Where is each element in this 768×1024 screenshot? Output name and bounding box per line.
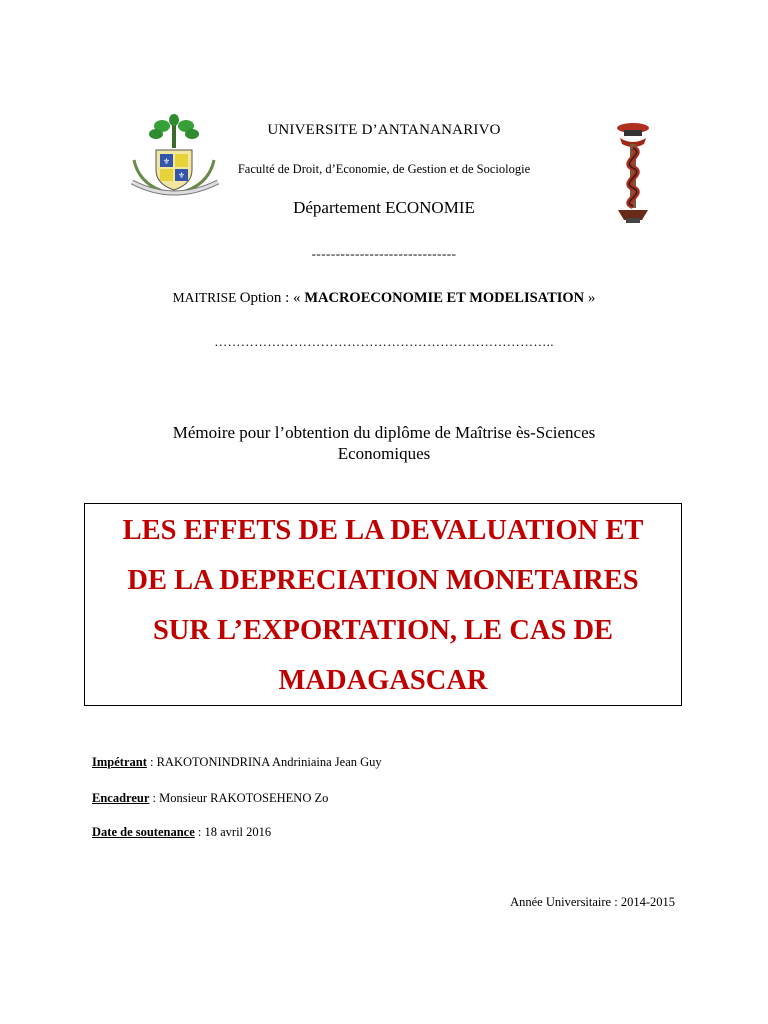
svg-text:⚜: ⚜ xyxy=(162,157,171,166)
thesis-title-line-4: MADAGASCAR xyxy=(278,665,488,696)
memoire-line-1: Mémoire pour l’obtention du diplôme de Maîtrise ès-Sciences xyxy=(172,423,596,442)
thesis-title-box xyxy=(84,503,682,706)
impetrant-label: Impétrant xyxy=(92,755,147,769)
thesis-title-line-1: LES EFFETS DE LA DEVALUATION ET xyxy=(122,515,644,546)
memoire-statement xyxy=(0,422,768,464)
date-label: Date de soutenance xyxy=(92,825,195,839)
svg-text:⚜: ⚜ xyxy=(177,171,186,180)
thesis-title-line-3: SUR L’EXPORTATION, LE CAS DE xyxy=(152,615,614,646)
dotted-separator: ………………………………………………………………….. xyxy=(214,334,554,349)
memoire-line-2: Economiques xyxy=(337,444,431,463)
option-word: Option : « xyxy=(239,290,305,306)
option-prefix: MAITRISE xyxy=(172,290,240,305)
faculty-name: Faculté de Droit, d’Economie, de Gestion et de Sociologie xyxy=(237,162,531,176)
option-name: MACROECONOMIE ET MODELISATION xyxy=(304,290,585,306)
thesis-title xyxy=(85,506,681,706)
university-name: UNIVERSITE D’ANTANANARIVO xyxy=(267,122,501,138)
date-value: : 18 avril 2016 xyxy=(194,825,272,839)
academic-year: Année Universitaire : 2014-2015 xyxy=(510,895,675,909)
department-name: Département ECONOMIE xyxy=(293,198,475,217)
encadreur-label: Encadreur xyxy=(92,791,150,805)
encadreur-value: : Monsieur RAKOTOSEHENO Zo xyxy=(149,791,329,805)
option-suffix: » xyxy=(584,290,596,306)
separator-line: ------------------------------ xyxy=(311,246,457,261)
impetrant-value: : RAKOTONINDRINA Andriniaina Jean Guy xyxy=(146,755,382,769)
thesis-title-line-2: DE LA DEPRECIATION MONETAIRES xyxy=(127,565,639,596)
impetrant-line xyxy=(92,755,382,770)
option-line xyxy=(0,290,768,307)
encadreur-line xyxy=(92,791,328,806)
date-line xyxy=(92,825,271,840)
